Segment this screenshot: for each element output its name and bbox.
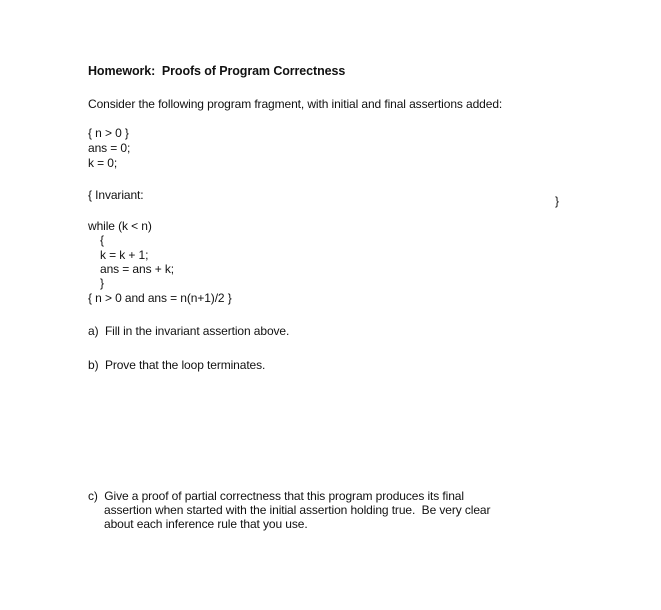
- page-title: Homework: Proofs of Program Correctness: [88, 64, 346, 78]
- question-a: a) Fill in the invariant assertion above.: [88, 324, 290, 338]
- code-line-ans-update: ans = ans + k;: [100, 262, 174, 276]
- postcondition-assertion: { n > 0 and ans = n(n+1)/2 }: [88, 291, 232, 305]
- intro-text: Consider the following program fragment, with initial and final assertions added:: [88, 97, 503, 111]
- loop-body-open-brace: {: [100, 233, 104, 247]
- code-line-k-init: k = 0;: [88, 156, 118, 170]
- question-c-line: assertion when started with the initial assertion holding true. Be very clear: [104, 503, 491, 517]
- code-line-ans-init: ans = 0;: [88, 141, 131, 155]
- code-line-k-increment: k = k + 1;: [100, 248, 149, 262]
- code-line-while: while (k < n): [88, 219, 152, 233]
- question-b: b) Prove that the loop terminates.: [88, 358, 266, 372]
- precondition-assertion: { n > 0 }: [88, 126, 129, 140]
- question-c-line: about each inference rule that you use.: [104, 517, 308, 531]
- question-c-line: c) Give a proof of partial correctness that this program produces its final: [88, 489, 464, 503]
- invariant-assertion-open: { Invariant:: [88, 188, 144, 202]
- loop-body-close-brace: }: [100, 276, 104, 290]
- invariant-assertion-close: }: [555, 194, 559, 208]
